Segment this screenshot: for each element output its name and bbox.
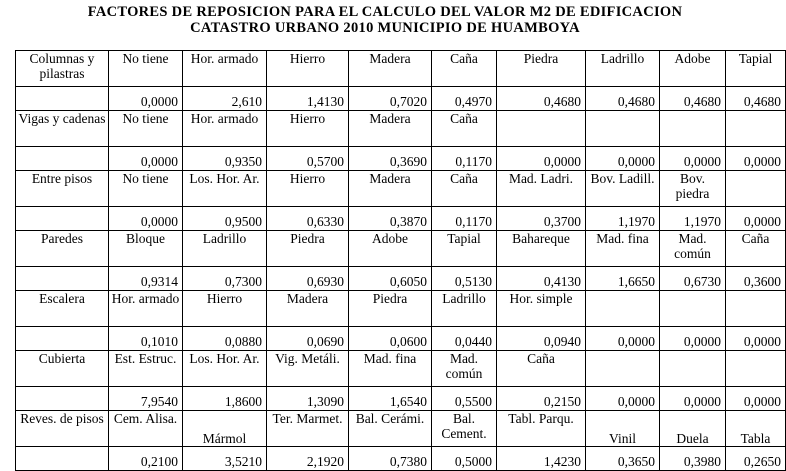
material-label-cell: Piedra xyxy=(267,231,349,267)
category-name: Escalera xyxy=(16,291,109,327)
factor-value-cell: 0,3700 xyxy=(497,207,586,231)
category-label-row xyxy=(16,171,786,207)
factor-value-cell: 0,3690 xyxy=(349,147,432,171)
factor-value-cell: 0,4680 xyxy=(586,87,660,111)
material-label-cell xyxy=(660,111,726,147)
material-label-cell xyxy=(726,291,786,327)
factor-value-cell: 0,5130 xyxy=(432,267,497,291)
factor-value-cell: 0,0000 xyxy=(109,87,183,111)
material-label-cell: Mármol xyxy=(183,411,267,447)
category-label-row xyxy=(16,51,786,87)
factor-value-cell: 1,4230 xyxy=(497,447,586,471)
material-label-cell: Bal. Cerámi. xyxy=(349,411,432,447)
factor-value-cell: 0,4680 xyxy=(660,87,726,111)
factor-value-row xyxy=(16,387,786,411)
factor-value-cell: 0,0000 xyxy=(726,147,786,171)
factor-value-cell: 0,4130 xyxy=(497,267,586,291)
category-name: Reves. de pisos xyxy=(16,411,109,447)
material-label-cell: Duela xyxy=(660,411,726,447)
material-label-cell: Hor. armado xyxy=(109,291,183,327)
factor-value-cell: 0,9350 xyxy=(183,147,267,171)
empty-cell xyxy=(16,387,109,411)
factor-value-cell: 0,3650 xyxy=(586,447,660,471)
factor-value-cell: 0,1170 xyxy=(432,207,497,231)
material-label-cell xyxy=(586,291,660,327)
factor-value-cell: 0,2100 xyxy=(109,447,183,471)
material-label-cell: Mad. común xyxy=(660,231,726,267)
material-label-cell: Caña xyxy=(432,111,497,147)
material-label-cell: Adobe xyxy=(660,51,726,87)
factor-value-cell: 2,610 xyxy=(183,87,267,111)
factor-value-row xyxy=(16,447,786,471)
material-label-cell: Bov. piedra xyxy=(660,171,726,207)
material-label-cell: Hor. armado xyxy=(183,51,267,87)
factor-value-cell: 0,0690 xyxy=(267,327,349,351)
material-label-cell: Tabl. Parqu. xyxy=(497,411,586,447)
factor-value-cell: 0,1170 xyxy=(432,147,497,171)
factor-value-cell: 1,1970 xyxy=(586,207,660,231)
material-label-cell: Mad. fina xyxy=(586,231,660,267)
material-label-cell: Piedra xyxy=(497,51,586,87)
factor-value-cell: 0,9314 xyxy=(109,267,183,291)
empty-cell xyxy=(16,267,109,291)
factor-value-cell: 1,4130 xyxy=(267,87,349,111)
factor-value-cell: 0,0000 xyxy=(586,147,660,171)
material-label-cell xyxy=(726,171,786,207)
factor-value-cell: 0,2150 xyxy=(497,387,586,411)
material-label-cell: Hierro xyxy=(267,171,349,207)
material-label-cell: Vig. Metáli. xyxy=(267,351,349,387)
factor-value-cell: 0,3980 xyxy=(660,447,726,471)
material-label-cell: Los. Hor. Ar. xyxy=(183,351,267,387)
document-title: FACTORES DE REPOSICION PARA EL CALCULO DEL VALOR M2 DE EDIFICACION xyxy=(87,4,683,20)
material-label-cell: Bahareque xyxy=(497,231,586,267)
material-label-cell: Bloque xyxy=(109,231,183,267)
document-subtitle: CATASTRO URBANO 2010 MUNICIPIO DE HUAMBOYA xyxy=(190,20,580,36)
reposition-factors-table xyxy=(15,50,786,471)
factor-value-cell: 1,8600 xyxy=(183,387,267,411)
material-label-cell: Hierro xyxy=(183,291,267,327)
category-label-row xyxy=(16,231,786,267)
factor-value-row xyxy=(16,147,786,171)
factor-value-cell: 0,0000 xyxy=(660,147,726,171)
material-label-cell: Ladrillo xyxy=(432,291,497,327)
factor-value-cell: 0,7300 xyxy=(183,267,267,291)
factor-value-cell: 0,6330 xyxy=(267,207,349,231)
material-label-cell: Caña xyxy=(432,171,497,207)
factor-value-cell: 0,0000 xyxy=(109,207,183,231)
factor-value-cell: 0,1010 xyxy=(109,327,183,351)
material-label-cell: Adobe xyxy=(349,231,432,267)
factor-value-cell: 0,0000 xyxy=(586,387,660,411)
factor-value-cell: 0,0000 xyxy=(726,207,786,231)
category-name: Cubierta xyxy=(16,351,109,387)
material-label-cell: Caña xyxy=(432,51,497,87)
material-label-cell: Caña xyxy=(726,231,786,267)
empty-cell xyxy=(16,447,109,471)
material-label-cell: Bal. Cement. xyxy=(432,411,497,447)
material-label-cell: Cem. Alisa. xyxy=(109,411,183,447)
material-label-cell: Piedra xyxy=(349,291,432,327)
material-label-cell: No tiene xyxy=(109,51,183,87)
empty-cell xyxy=(16,327,109,351)
material-label-cell: Madera xyxy=(349,111,432,147)
factor-value-row xyxy=(16,267,786,291)
factor-value-cell: 0,0000 xyxy=(586,327,660,351)
factor-value-cell: 0,0000 xyxy=(660,387,726,411)
factor-value-cell: 0,2650 xyxy=(726,447,786,471)
material-label-cell: Mad. fina xyxy=(349,351,432,387)
material-label-cell: No tiene xyxy=(109,111,183,147)
factor-value-cell: 0,0440 xyxy=(432,327,497,351)
category-name: Columnas y pilastras xyxy=(16,51,109,87)
category-name: Vigas y cadenas xyxy=(16,111,109,147)
factor-value-cell: 0,7380 xyxy=(349,447,432,471)
material-label-cell: Hierro xyxy=(267,51,349,87)
material-label-cell: Hierro xyxy=(267,111,349,147)
material-label-cell: Tabla xyxy=(726,411,786,447)
factor-value-cell: 0,5000 xyxy=(432,447,497,471)
material-label-cell xyxy=(497,111,586,147)
material-label-cell: Madera xyxy=(349,51,432,87)
factor-value-cell: 0,4970 xyxy=(432,87,497,111)
factor-value-row xyxy=(16,207,786,231)
factor-value-cell: 0,3870 xyxy=(349,207,432,231)
factor-value-cell: 3,5210 xyxy=(183,447,267,471)
category-label-row xyxy=(16,411,786,447)
factor-value-row xyxy=(16,327,786,351)
material-label-cell: Madera xyxy=(349,171,432,207)
factor-value-cell: 0,9500 xyxy=(183,207,267,231)
material-label-cell: Ladrillo xyxy=(183,231,267,267)
category-label-row xyxy=(16,291,786,327)
material-label-cell xyxy=(726,111,786,147)
category-name: Entre pisos xyxy=(16,171,109,207)
factor-value-cell: 0,5700 xyxy=(267,147,349,171)
factor-value-row xyxy=(16,87,786,111)
empty-cell xyxy=(16,87,109,111)
material-label-cell: Hor. armado xyxy=(183,111,267,147)
material-label-cell: Bov. Ladill. xyxy=(586,171,660,207)
material-label-cell: No tiene xyxy=(109,171,183,207)
material-label-cell xyxy=(586,111,660,147)
empty-cell xyxy=(16,207,109,231)
material-label-cell xyxy=(660,351,726,387)
material-label-cell: Est. Estruc. xyxy=(109,351,183,387)
factor-value-cell: 1,6540 xyxy=(349,387,432,411)
factor-value-cell: 0,0940 xyxy=(497,327,586,351)
material-label-cell: Mad. común xyxy=(432,351,497,387)
factor-value-cell: 1,1970 xyxy=(660,207,726,231)
factor-value-cell: 7,9540 xyxy=(109,387,183,411)
factor-value-cell: 0,0880 xyxy=(183,327,267,351)
material-label-cell: Madera xyxy=(267,291,349,327)
factor-value-cell: 1,6650 xyxy=(586,267,660,291)
material-label-cell xyxy=(586,351,660,387)
factor-value-cell: 0,5500 xyxy=(432,387,497,411)
material-label-cell: Mad. Ladri. xyxy=(497,171,586,207)
category-label-row xyxy=(16,111,786,147)
material-label-cell xyxy=(660,291,726,327)
factor-value-cell: 0,6730 xyxy=(660,267,726,291)
factor-value-cell: 0,0000 xyxy=(497,147,586,171)
material-label-cell: Ladrillo xyxy=(586,51,660,87)
factor-value-cell: 0,6930 xyxy=(267,267,349,291)
factor-value-cell: 0,0000 xyxy=(109,147,183,171)
material-label-cell: Hor. simple xyxy=(497,291,586,327)
factor-value-cell: 0,3600 xyxy=(726,267,786,291)
factor-value-cell: 0,0000 xyxy=(726,387,786,411)
factor-value-cell: 1,3090 xyxy=(267,387,349,411)
factor-value-cell: 0,4680 xyxy=(497,87,586,111)
material-label-cell: Tapial xyxy=(432,231,497,267)
material-label-cell: Tapial xyxy=(726,51,786,87)
material-label-cell xyxy=(726,351,786,387)
factor-value-cell: 0,0000 xyxy=(660,327,726,351)
material-label-cell: Caña xyxy=(497,351,586,387)
material-label-cell: Vinil xyxy=(586,411,660,447)
factor-value-cell: 0,4680 xyxy=(726,87,786,111)
material-label-cell: Los. Hor. Ar. xyxy=(183,171,267,207)
category-label-row xyxy=(16,351,786,387)
factor-value-cell: 0,0600 xyxy=(349,327,432,351)
empty-cell xyxy=(16,147,109,171)
factor-value-cell: 0,7020 xyxy=(349,87,432,111)
category-name: Paredes xyxy=(16,231,109,267)
factor-value-cell: 0,6050 xyxy=(349,267,432,291)
factor-value-cell: 2,1920 xyxy=(267,447,349,471)
material-label-cell: Ter. Marmet. xyxy=(267,411,349,447)
factor-value-cell: 0,0000 xyxy=(726,327,786,351)
